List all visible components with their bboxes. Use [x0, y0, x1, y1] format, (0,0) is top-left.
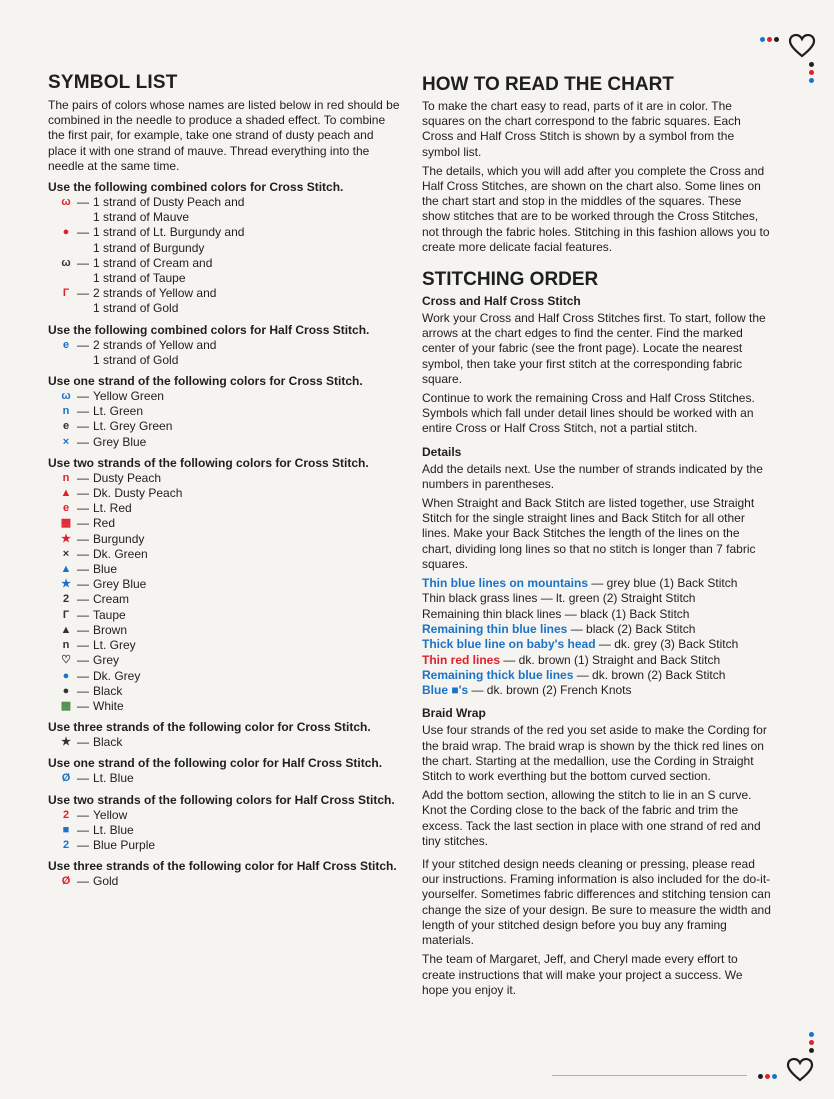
symbol-text: Black	[93, 683, 123, 698]
divider-line	[552, 1075, 747, 1076]
dash-separator: —	[77, 577, 89, 592]
symbol-item	[48, 532, 400, 547]
dot-icon	[809, 78, 814, 83]
detail-line	[422, 591, 772, 606]
symbol-text: Blue Purple	[93, 837, 156, 852]
group-heading: Use the following combined colors for Half Cross Stitch.	[48, 322, 370, 337]
symbol-item	[48, 435, 400, 450]
symbol-list-section	[48, 72, 400, 889]
stitch-symbol-icon: Г	[62, 287, 70, 300]
stitch-symbol-icon: ▲	[60, 563, 72, 576]
dash-separator: —	[77, 404, 89, 419]
symbol-item	[48, 653, 400, 668]
dash-separator: —	[77, 683, 89, 698]
how-to-read-p1: To make the chart easy to read, parts of it are in color. The squares on the chart correspond to the fabric squares. Each Cross and Half Cross Stitch is shown by a symbol from the symbol list.	[422, 99, 741, 159]
stitch-symbol-icon: ω	[61, 390, 71, 403]
detail-line-text: — dk. grey (3) Back Stitch	[595, 637, 739, 652]
stitch-symbol-icon: Ø	[61, 772, 71, 785]
symbol-text: Grey Blue	[93, 577, 147, 592]
detail-line-text: Remaining thin black lines — black (1) Back Stitch	[422, 606, 690, 621]
symbol-text: Burgundy	[93, 531, 145, 546]
group-heading: Use three strands of the following color for Cross Stitch.	[48, 720, 371, 735]
symbol-text: Lt. Green	[93, 404, 144, 419]
stitch-symbol-icon: ×	[62, 547, 70, 560]
dot-icon	[809, 1032, 814, 1037]
dash-separator: —	[77, 562, 89, 577]
symbol-item	[48, 338, 400, 368]
symbol-item	[48, 823, 400, 838]
detail-line	[422, 637, 772, 652]
dot-icon	[809, 62, 814, 67]
stitch-symbol-icon: e	[62, 420, 70, 433]
symbol-text: 1 strand of Cream and 1 strand of Taupe	[93, 255, 213, 286]
symbol-text: Lt. Blue	[93, 822, 134, 837]
symbol-text: Dk. Dusty Peach	[93, 486, 183, 501]
detail-lines	[422, 576, 772, 698]
dash-separator: —	[77, 698, 89, 713]
stitch-symbol-icon: e	[62, 502, 70, 515]
dash-separator: —	[77, 874, 89, 889]
dot-icon	[774, 37, 779, 42]
symbol-text: Lt. Red	[93, 501, 132, 516]
stitch-symbol-icon: ▩	[60, 517, 72, 530]
braid-p1: Use four strands of the red you set aside to make the Cording for the braid wrap. The braid wrap is shown by the thick red lines on the chart. Starting at the medallion, use the Cording in Straight Stitch to work everthing but the bottom curved section.	[422, 723, 767, 784]
symbol-text: 1 strand of Lt. Burgundy and 1 strand of Burgundy	[93, 225, 245, 255]
symbol-item	[48, 286, 400, 316]
dot-icon	[809, 1040, 814, 1045]
stitch-symbol-icon: 2	[62, 593, 70, 606]
symbol-item	[48, 471, 400, 486]
group-heading: Use three strands of the following color for Half Cross Stitch.	[48, 859, 397, 874]
dash-separator: —	[77, 419, 89, 434]
dash-separator: —	[77, 822, 89, 837]
symbol-text: Lt. Blue	[93, 771, 134, 786]
symbol-item	[48, 486, 400, 501]
symbol-text: Red	[93, 516, 116, 531]
dash-separator: —	[77, 255, 89, 270]
instructions-column	[422, 74, 772, 1002]
symbol-item	[48, 516, 400, 531]
details-p1: Add the details next. Use the number of strands indicated by the numbers in parentheses.	[422, 461, 763, 491]
heart-icon-bottom	[786, 1058, 814, 1087]
detail-line-text: — dk. brown (2) French Knots	[468, 683, 632, 698]
dash-separator: —	[77, 668, 89, 683]
dash-separator: —	[77, 225, 89, 240]
symbol-item	[48, 225, 400, 255]
stitch-symbol-icon: n	[62, 471, 70, 484]
clean-p: If your stitched design needs cleaning or pressing, please read our instructions. Framing information is also included for the do-it-yourselfer. Sometimes fabric differences and stitching tension can change the size of your design. Be sure to measure the width and length of your stitched design before you buy any framing materials.	[422, 857, 771, 948]
dash-separator: —	[77, 607, 89, 622]
cross-p2: Continue to work the remaining Cross and Half Cross Stitches. Symbols which fall under detail lines should be worked with an entire Cross or Half Cross Stitch, not a partial stitch.	[422, 391, 755, 436]
stitch-symbol-icon: ●	[62, 684, 70, 697]
symbol-text: 1 strand of Dusty Peach and 1 strand of Mauve	[93, 195, 245, 225]
symbol-item	[48, 608, 400, 623]
symbol-item	[48, 623, 400, 638]
dash-separator: —	[77, 195, 89, 210]
symbol-text: 2 strands of Yellow and 1 strand of Gold	[93, 286, 217, 316]
stitch-symbol-icon: e	[62, 338, 70, 351]
detail-line	[422, 576, 772, 591]
symbol-item	[48, 562, 400, 577]
detail-line	[422, 607, 772, 622]
dash-separator: —	[77, 592, 89, 607]
symbol-item	[48, 874, 400, 889]
group-heading: Use two strands of the following colors for Cross Stitch.	[48, 455, 369, 470]
dash-separator: —	[77, 470, 89, 485]
group-heading: Use two strands of the following colors for Half Cross Stitch.	[48, 792, 395, 807]
dash-separator: —	[77, 531, 89, 546]
team-p: The team of Margaret, Jeff, and Cheryl made every effort to create instructions that will make your project a success. We hope you enjoy it.	[422, 952, 743, 997]
stitch-symbol-icon: n	[62, 405, 70, 418]
detail-line-text: — grey blue (1) Back Stitch	[588, 576, 738, 591]
stitch-symbol-icon: ω	[61, 256, 71, 269]
dot-icon	[760, 37, 765, 42]
detail-line	[422, 668, 772, 683]
stitch-symbol-icon: ♡	[61, 654, 71, 667]
symbol-text: Grey	[93, 653, 120, 668]
symbol-item	[48, 547, 400, 562]
symbol-list-intro: The pairs of colors whose names are listed below in red should be combined in the needle to produce a shaded effect. To combine the first pair, for example, take one strand of dusty peach and place it with one strand of mauve. Thread everything into the needle at the same time.	[48, 98, 400, 173]
group-heading: Use one strand of the following colors for Cross Stitch.	[48, 374, 363, 389]
detail-line-label: Thin blue lines on mountains	[422, 576, 589, 591]
detail-line-text: — dk. brown (1) Straight and Back Stitch	[500, 652, 721, 667]
cross-p1: Work your Cross and Half Cross Stitches first. To start, follow the arrows at the chart edges to find the center. Find the marked center of your fabric (see the front page). Locate the nearest symbol, then take your first stitch at the corresponding fabric square.	[422, 311, 766, 386]
stitch-symbol-icon: ▩	[60, 699, 72, 712]
stitch-symbol-icon: ■	[62, 823, 70, 836]
stitch-symbol-icon: ×	[62, 435, 70, 448]
stitch-symbol-icon: Г	[62, 608, 70, 621]
braid-p2: Add the bottom section, allowing the stitch to lie in an S curve. Knot the Cording close to the back of the fabric and trim the excess. Tack the last section in place with one strand of red and tiny stitches.	[422, 788, 761, 848]
symbol-text: Brown	[93, 622, 128, 637]
detail-line-label: Remaining thin blue lines	[422, 621, 568, 636]
how-to-read-p2: The details, which you will add after you complete the Cross and Half Cross Stitches, are shown on the chart also. Some lines on the chart start and stop in the middles of the squares. These show stitches that are to be worked through the Cross Stitches, not through the fabric holes. Stitching in this fashion allows you to create more delicate facial features.	[422, 163, 770, 254]
dash-separator: —	[77, 516, 89, 531]
symbol-text: Dk. Green	[93, 546, 148, 561]
dot-icon	[772, 1074, 777, 1079]
detail-line-label: Thin red lines	[422, 652, 501, 667]
dash-separator: —	[77, 807, 89, 822]
detail-line-text: — dk. brown (2) Back Stitch	[573, 667, 726, 682]
symbol-text: Dk. Grey	[93, 668, 141, 683]
dot-icon	[767, 37, 772, 42]
details-p2: When Straight and Back Stitch are listed together, use Straight Stitch for the single straight lines and Back Stitch for all other lines. Make your Back Stitches the length of the lines on the chart, dividing long lines so that no stitch is longer than 7 fabric squares.	[422, 496, 756, 571]
heart-icon-top	[788, 34, 816, 63]
braid-heading: Braid Wrap	[422, 706, 486, 721]
symbol-item	[48, 684, 400, 699]
stitch-symbol-icon: Ø	[61, 875, 71, 888]
stitching-order-title: STITCHING ORDER	[422, 269, 599, 291]
detail-line-label: Remaining thick blue lines	[422, 667, 574, 682]
dash-separator: —	[77, 771, 89, 786]
symbol-item	[48, 195, 400, 225]
symbol-text: White	[93, 698, 124, 713]
cross-heading: Cross and Half Cross Stitch	[422, 294, 581, 309]
dash-separator: —	[77, 546, 89, 561]
detail-line	[422, 683, 772, 698]
symbol-item	[48, 735, 400, 750]
symbol-text: 2 strands of Yellow and 1 strand of Gold	[93, 337, 217, 367]
group-heading: Use the following combined colors for Cross Stitch.	[48, 180, 344, 195]
symbol-text: Yellow Green	[93, 389, 164, 404]
symbol-text: Lt. Grey Green	[93, 419, 173, 434]
detail-line-text: Thin black grass lines — lt. green (2) Straight Stitch	[422, 591, 696, 606]
detail-line	[422, 653, 772, 668]
symbol-item	[48, 699, 400, 714]
detail-line-text: — black (2) Back Stitch	[567, 621, 696, 636]
details-heading: Details	[422, 444, 462, 459]
symbol-text: Taupe	[93, 607, 126, 622]
symbol-item	[48, 419, 400, 434]
how-to-read-title: HOW TO READ THE CHART	[422, 74, 674, 95]
dash-separator: —	[77, 286, 89, 301]
symbol-item	[48, 577, 400, 592]
stitch-symbol-icon: ▲	[60, 487, 72, 500]
dot-icon	[765, 1074, 770, 1079]
symbol-item	[48, 669, 400, 684]
symbol-item	[48, 501, 400, 516]
symbol-item	[48, 771, 400, 786]
dot-icon	[758, 1074, 763, 1079]
stitch-symbol-icon: ω	[61, 196, 71, 209]
dash-separator: —	[77, 735, 89, 750]
symbol-text: Lt. Grey	[93, 638, 136, 653]
dash-separator: —	[77, 638, 89, 653]
stitch-symbol-icon: n	[62, 639, 70, 652]
symbol-text: Dusty Peach	[93, 470, 162, 485]
dash-separator: —	[77, 837, 89, 852]
dash-separator: —	[77, 337, 89, 352]
dot-icon	[809, 1048, 814, 1053]
detail-line-label: Blue ■'s	[422, 683, 469, 698]
symbol-list-title: SYMBOL LIST	[48, 72, 178, 93]
dash-separator: —	[77, 653, 89, 668]
stitch-symbol-icon: ★	[61, 578, 71, 591]
detail-line-label: Thick blue line on baby's head	[422, 637, 596, 652]
symbol-text: Yellow	[93, 807, 128, 822]
symbol-item	[48, 404, 400, 419]
symbol-text: Gold	[93, 874, 119, 889]
stitch-symbol-icon: ●	[62, 226, 70, 239]
symbol-item	[48, 638, 400, 653]
symbol-text: Cream	[93, 592, 130, 607]
dot-icon	[809, 70, 814, 75]
symbol-groups	[48, 180, 400, 889]
stitch-symbol-icon: 2	[62, 838, 70, 851]
stitch-symbol-icon: 2	[62, 808, 70, 821]
stitch-symbol-icon: ●	[62, 669, 70, 682]
symbol-text: Grey Blue	[93, 434, 147, 449]
symbol-item	[48, 592, 400, 607]
group-heading: Use one strand of the following color for Half Cross Stitch.	[48, 756, 383, 771]
dash-separator: —	[77, 501, 89, 516]
symbol-text: Blue	[93, 562, 118, 577]
symbol-text: Black	[93, 735, 123, 750]
detail-line	[422, 622, 772, 637]
symbol-item	[48, 838, 400, 853]
dash-separator: —	[77, 389, 89, 404]
dash-separator: —	[77, 486, 89, 501]
dash-separator: —	[77, 622, 89, 637]
symbol-item	[48, 389, 400, 404]
symbol-item	[48, 808, 400, 823]
stitch-symbol-icon: ★	[61, 736, 71, 749]
symbol-item	[48, 256, 400, 286]
dash-separator: —	[77, 434, 89, 449]
stitch-symbol-icon: ▲	[60, 623, 72, 636]
stitch-symbol-icon: ★	[61, 532, 71, 545]
